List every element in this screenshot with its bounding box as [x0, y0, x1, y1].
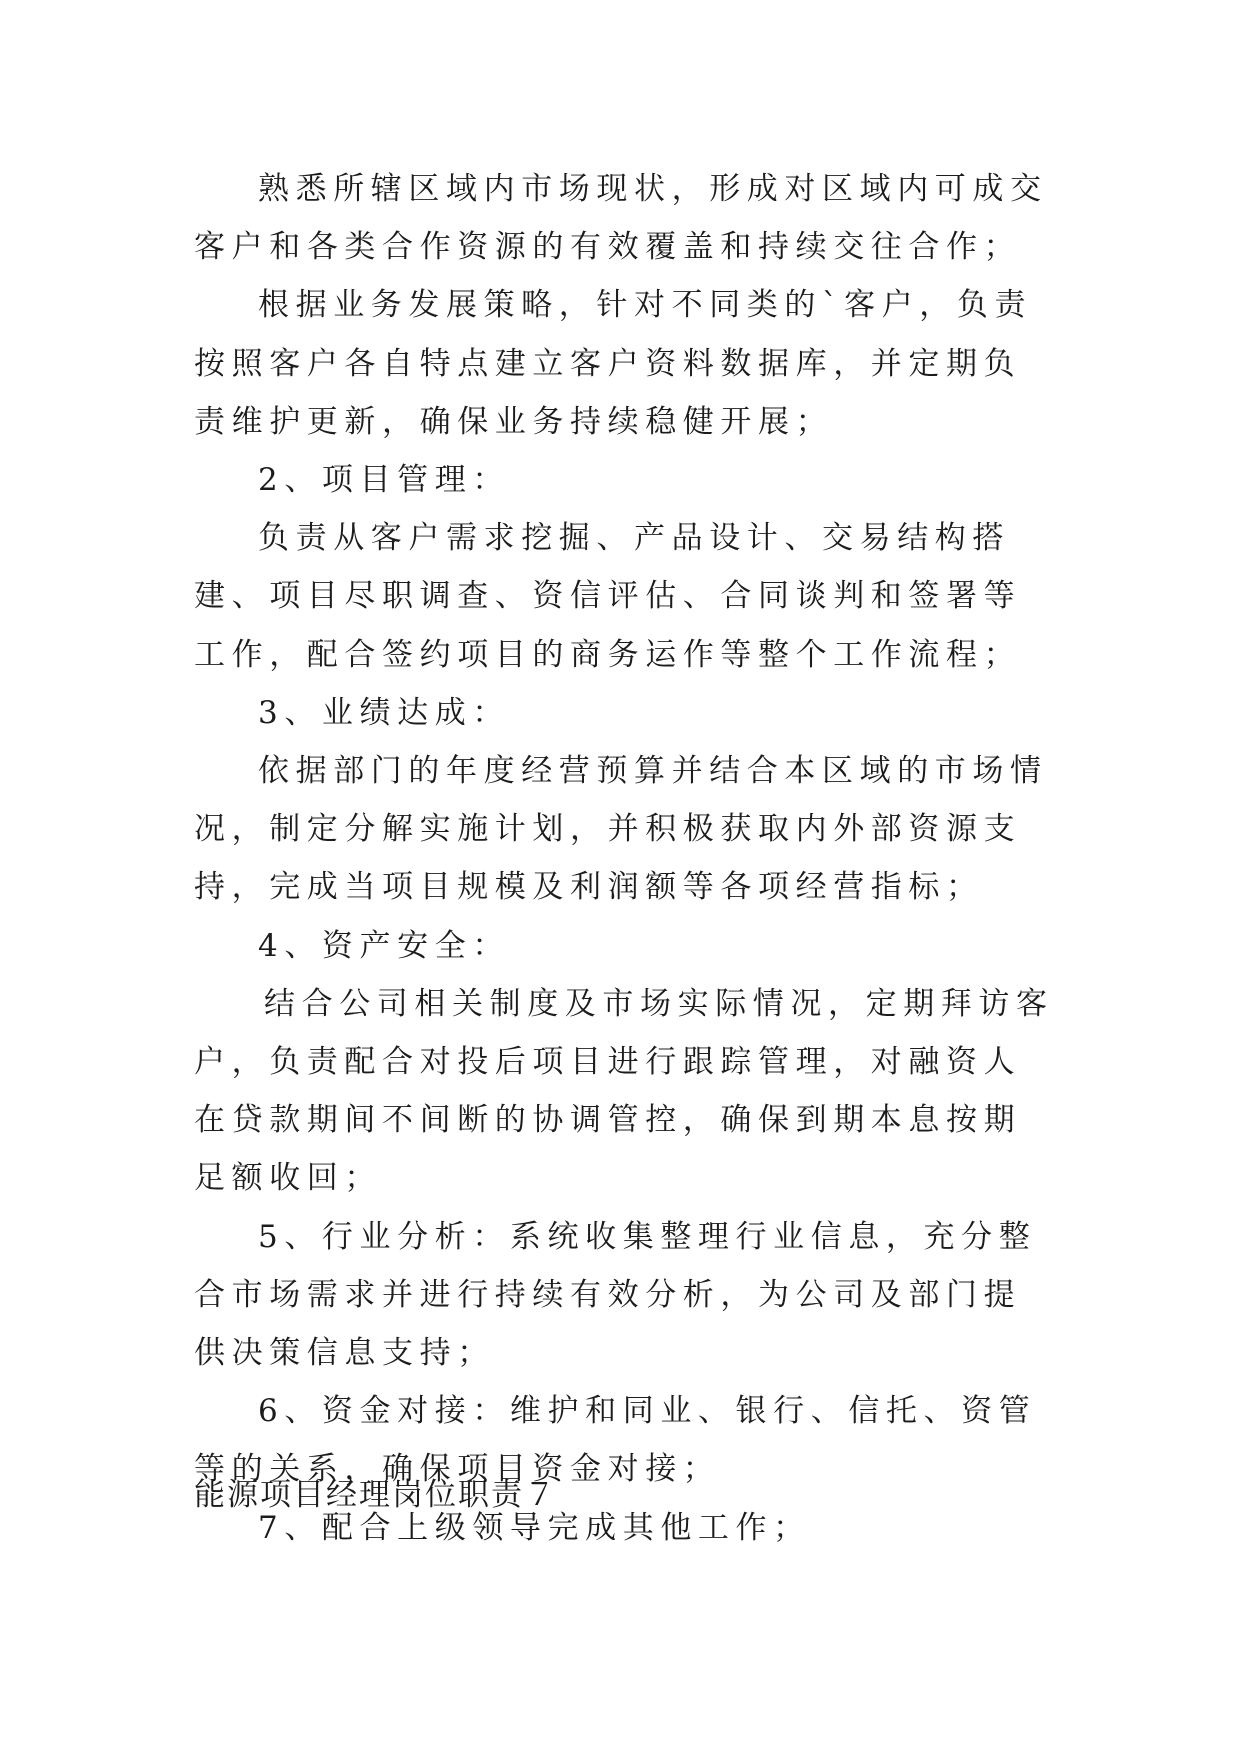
paragraph-market-status: 熟悉所辖区域内市场现状，形成对区域内可成交客户和各类合作资源的有效覆盖和持续交往合作；	[194, 171, 1048, 266]
paragraph-project-management: 负责从客户需求挖掘、产品设计、交易结构搭建、项目尽职调查、资信评估、合同谈判和签署等工作，配合签约项目的商务运作等整个工作流程；	[194, 520, 1022, 673]
item-heading-performance: 3、业绩达成：	[258, 694, 510, 731]
item-funding-connection: 6、资金对接：维护和同业、银行、信托、资管等的关系，确保项目资金对接；	[194, 1393, 1037, 1488]
paragraph-performance: 依据部门的年度经营预算并结合本区域的市场情况，制定分解实施计划，并积极获取内外部资源支持，完成当项目规模及利润额等各项经营指标；	[194, 753, 1048, 906]
document-body	[194, 160, 1054, 1557]
item-heading-project-management: 2、项目管理：	[258, 462, 510, 499]
item-heading-asset-safety: 4、资产安全：	[258, 927, 510, 964]
paragraph-customer-database: 根据业务发展策略，针对不同类的`客户，负责按照客户各自特点建立客户资料数据库，并定期负责维护更新，确保业务持续稳健开展；	[194, 287, 1033, 440]
paragraph-asset-safety: 结合公司相关制度及市场实际情况，定期拜访客户，负责配合对投后项目进行跟踪管理，对融资人在贷款期间不间断的协调管控，确保到期本息按期足额收回；	[194, 985, 1054, 1197]
item-industry-analysis: 5、行业分析：系统收集整理行业信息，充分整合市场需求并进行持续有效分析，为公司及部门提供决策信息支持；	[194, 1218, 1037, 1372]
item-other-work: 7、配合上级领导完成其他工作；	[258, 1509, 811, 1546]
section-heading: 能源项目经理岗位职责７	[194, 1477, 557, 1513]
